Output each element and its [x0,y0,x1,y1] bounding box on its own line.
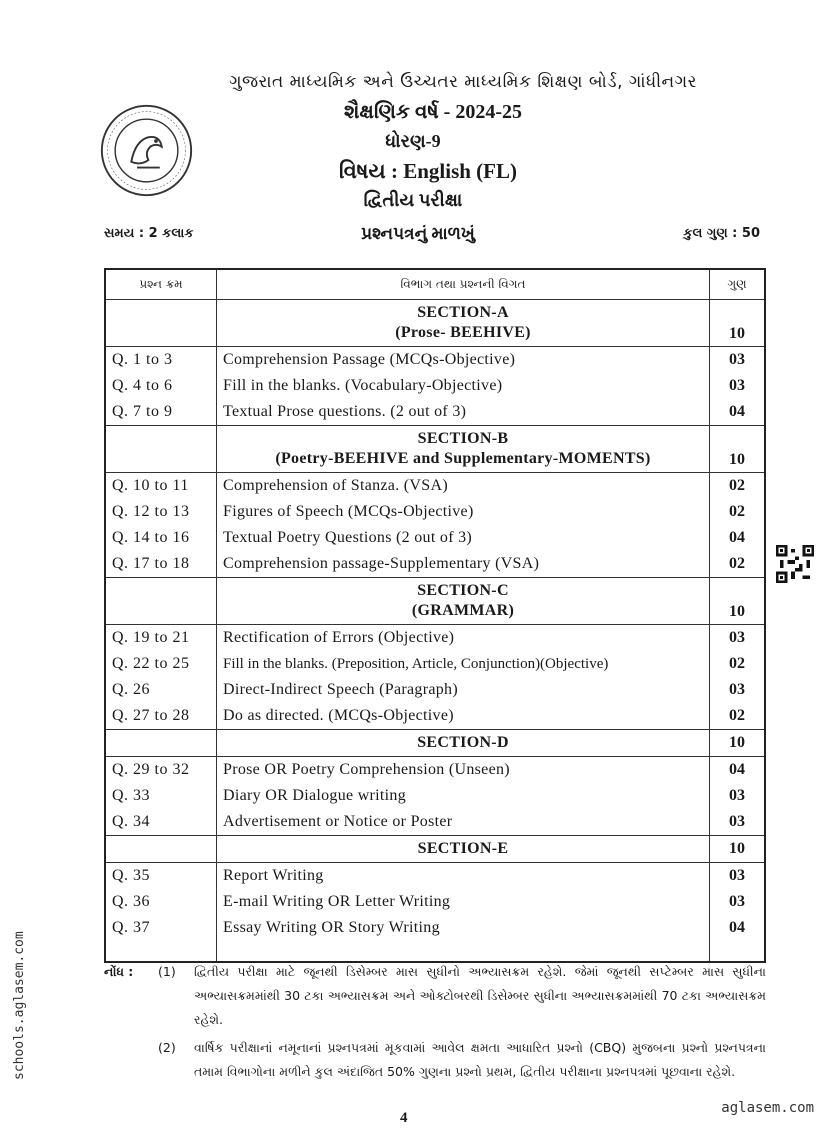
section-b-marks: 10 [710,426,766,473]
question-detail: Comprehension of Stanza. (VSA) [217,473,710,500]
question-range: Q. 34 [105,809,217,836]
note-number: (2) [158,1040,176,1055]
table-row [105,703,765,730]
question-detail: Comprehension Passage (MCQs-Objective) [217,347,710,374]
question-range: Q. 37 [105,915,217,941]
page-number: 4 [400,1110,408,1126]
section-d-title: SECTION-D [217,730,710,757]
notes-label: નોંધ : [104,964,134,979]
table-row [105,757,765,784]
header-section-detail: વિભાગ તથા પ્રશ્નની વિગત [217,269,710,300]
academic-year: શૈક્ષણિક વર્ષ - 2024-25 [344,101,522,123]
question-detail: Do as directed. (MCQs-Objective) [217,703,710,730]
question-range: Q. 17 to 18 [105,551,217,578]
table-row [105,347,765,374]
section-b-heading-row [105,426,765,473]
question-marks: 03 [710,889,766,915]
section-c-title: SECTION-C [417,582,509,599]
table-row [105,677,765,703]
section-a-subtitle: (Prose- BEEHIVE) [395,324,531,341]
question-range: Q. 29 to 32 [105,757,217,784]
table-row [105,399,765,426]
question-marks: 03 [710,347,766,374]
section-c-subtitle: (GRAMMAR) [411,602,515,619]
section-c-heading-row [105,578,765,625]
question-marks: 03 [710,783,766,809]
note-text: વાર્ષિક પરીક્ષાનાં નમૂનાનાં પ્રશ્નપત્રમાં મૂકવામાં આવેલ ક્ષમતા આધારિત પ્રશ્નો (CBQ) મુજબના પ્રશ્નો પ્રશ્નપત્રના તમામ વિભાગોના મળીને કુલ અંદાજિત 50% ગુણના પ્રશ્નો પ્રથમ, દ્વિતીય પરીક્ષાના પ્રશ્નપત્રમાં પૂછવાના રહેશે. [194,1040,766,1079]
question-range: Q. 4 to 6 [105,373,217,399]
question-detail: Fill in the blanks. (Vocabulary-Objective) [217,373,710,399]
table-row [105,809,765,836]
question-detail: Report Writing [217,863,710,890]
section-a-title: SECTION-A [417,304,509,321]
standard: ધોરણ-9 [385,131,441,151]
table-header-row [105,269,765,300]
header-question-number: પ્રશ્ન ક્રમ [105,269,217,300]
section-a-heading-row [105,300,765,347]
question-range: Q. 14 to 16 [105,525,217,551]
question-detail: Figures of Speech (MCQs-Objective) [217,499,710,525]
total-marks: કુલ ગુણ : 50 [683,226,760,241]
question-marks: 04 [710,399,766,426]
question-range: Q. 22 to 25 [105,651,217,677]
question-range: Q. 27 to 28 [105,703,217,730]
question-marks: 03 [710,863,766,890]
qr-code-icon [776,545,814,583]
table-row [105,499,765,525]
blueprint-title: પ્રશ્નપત્રનું માળખું [361,224,475,243]
section-e-title: SECTION-E [217,836,710,863]
question-range: Q. 10 to 11 [105,473,217,500]
exam-time: સમય : 2 કલાક [104,226,194,241]
section-b-title: SECTION-B [417,430,509,447]
question-range: Q. 33 [105,783,217,809]
question-detail: Prose OR Poetry Comprehension (Unseen) [217,757,710,784]
question-detail: Direct-Indirect Speech (Paragraph) [217,677,710,703]
question-detail: Textual Poetry Questions (2 out of 3) [217,525,710,551]
question-marks: 02 [710,473,766,500]
question-marks: 03 [710,373,766,399]
corner-watermark: aglasem.com [721,1100,814,1116]
question-marks: 02 [710,651,766,677]
table-row [105,551,765,578]
table-row [105,373,765,399]
question-marks: 04 [710,915,766,941]
section-c-marks: 10 [710,578,766,625]
note-text: દ્વિતીય પરીક્ષા માટે જૂનથી ડિસેમ્બર માસ સુધીનો અભ્યાસક્રમ રહેશે. જેમાં જૂનથી સપ્ટેમ્બર માસ સુધીના અભ્યાસક્રમમાંથી 30 ટકા અભ્યાસક્રમ અને ઓક્ટોબરથી ડિસેમ્બર સુધીના અભ્યાસક્રમમાંથી 70 ટકા અભ્યાસક્રમ રહેશે. [194,964,766,1027]
section-b-subtitle: (Poetry-BEEHIVE and Supplementary-MOMENTS) [275,450,651,467]
subject: વિષય : English (FL) [338,159,518,183]
question-marks: 02 [710,703,766,730]
side-watermark: schools.aglasem.com [12,931,27,1080]
question-range: Q. 36 [105,889,217,915]
question-range: Q. 12 to 13 [105,499,217,525]
table-row [105,783,765,809]
table-row [105,625,765,652]
table-row [105,651,765,677]
question-range: Q. 7 to 9 [105,399,217,426]
question-marks: 03 [710,625,766,652]
question-marks: 02 [710,551,766,578]
question-range: Q. 35 [105,863,217,890]
table-row [105,525,765,551]
note-item [104,1036,766,1084]
exam-name: દ્વિતીય પરીક્ષા [363,190,463,210]
header-marks: ગુણ [710,269,766,300]
table-row [105,889,765,915]
section-a-marks: 10 [710,300,766,347]
question-marks: 04 [710,757,766,784]
section-d-marks: 10 [710,730,766,757]
question-marks: 03 [710,677,766,703]
question-detail: Rectification of Errors (Objective) [217,625,710,652]
question-range: Q. 26 [105,677,217,703]
board-seal-logo [99,103,194,198]
question-marks: 03 [710,809,766,836]
section-e-heading-row [105,836,765,863]
question-detail: Fill in the blanks. (Preposition, Article, Conjunction)(Objective) [217,651,710,677]
question-detail: E-mail Writing OR Letter Writing [217,889,710,915]
question-detail: Essay Writing OR Story Writing [217,915,710,941]
question-detail: Advertisement or Notice or Poster [217,809,710,836]
question-range: Q. 19 to 21 [105,625,217,652]
notes-block [104,960,766,1084]
question-range: Q. 1 to 3 [105,347,217,374]
table-row [105,473,765,500]
note-number: (1) [158,964,176,979]
table-row [105,863,765,890]
section-d-heading-row [105,730,765,757]
question-detail: Textual Prose questions. (2 out of 3) [217,399,710,426]
table-spacer-row [105,941,765,962]
board-name: ગુજરાત માધ્યમિક અને ઉચ્ચતર માધ્યમિક શિક્ષણ બોર્ડ, ગાંધીનગર [229,72,697,92]
section-e-marks: 10 [710,836,766,863]
question-paper-blueprint-table [104,268,766,963]
question-detail: Diary OR Dialogue writing [217,783,710,809]
note-item [104,960,766,1032]
question-marks: 04 [710,525,766,551]
table-row [105,915,765,941]
question-detail: Comprehension passage-Supplementary (VSA) [217,551,710,578]
question-marks: 02 [710,499,766,525]
